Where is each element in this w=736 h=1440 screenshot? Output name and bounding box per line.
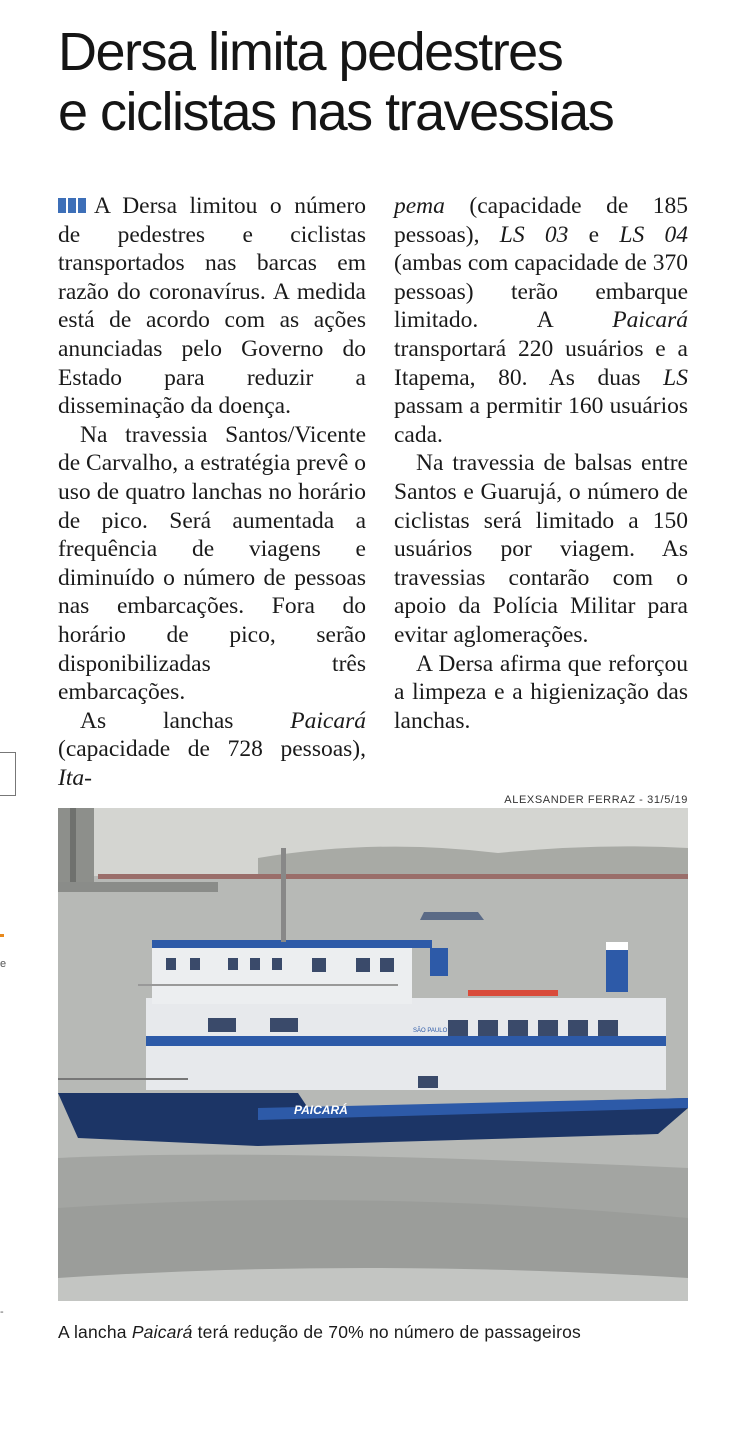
- ferry-photo: [58, 808, 688, 1301]
- section-marker-icon: [58, 192, 88, 221]
- adjacent-column-fragment: e: [0, 958, 7, 970]
- paragraph-3-start: As lanchas Paicará (capacidade de 728 pessoas), Ita-: [58, 707, 366, 791]
- headline: [58, 22, 698, 142]
- headline-line-1: Dersa limita pedestres: [58, 22, 563, 82]
- adjacent-column-box: [0, 752, 16, 796]
- photo-credit: ALEXSANDER FERRAZ - 31/5/19: [504, 794, 688, 806]
- article-column-left: [58, 192, 366, 792]
- photo-caption: A lancha Paicará terá redução de 70% no número de passageiros: [58, 1322, 581, 1342]
- adjacent-column-tick: -: [0, 1306, 4, 1318]
- headline-line-2: e ciclistas nas travessias: [58, 82, 614, 142]
- paragraph-3-end: pema (capacidade de 185 pessoas), LS 03 e LS 04 (ambas com capacidade de 370 pessoas) terão embarque limitado. A Paicará transportará 220 usuários e a Itapema, 80. As duas LS passam a permitir 160 usuários cada.: [394, 193, 688, 448]
- paragraph-2: Na travessia Santos/Vicente de Carvalho, a estratégia prevê o uso de quatro lanchas no horário de pico. Será aumentada a frequência de viagens e diminuído o número de pessoas nas embarcações. Fora do horário de pico, serão disponibilizadas três embarcações.: [58, 421, 366, 706]
- paragraph-1: A Dersa limitou o número de pedestres e ciclistas transportados nas barcas em razão do coronavírus. A medida está de acordo com as ações anunciadas pelo Governo do Estado para reduzir a disseminação da doença.: [58, 193, 366, 420]
- paragraph-5: A Dersa afirma que reforçou a limpeza e a higienização das lanchas.: [394, 650, 688, 734]
- paragraph-4: Na travessia de balsas entre Santos e Guarujá, o número de ciclistas será limitado a 150 usuários por viagem. As travessias contarão com o apoio da Polícia Militar para evitar aglomerações.: [394, 450, 688, 648]
- boat-name-label: PAICARÁ: [294, 1103, 348, 1117]
- ferry-illustration: [58, 808, 688, 1301]
- hull-text-label: SÃO PAULO: [413, 1028, 448, 1034]
- adjacent-column-marker: [0, 934, 4, 937]
- article-column-right: [394, 192, 688, 735]
